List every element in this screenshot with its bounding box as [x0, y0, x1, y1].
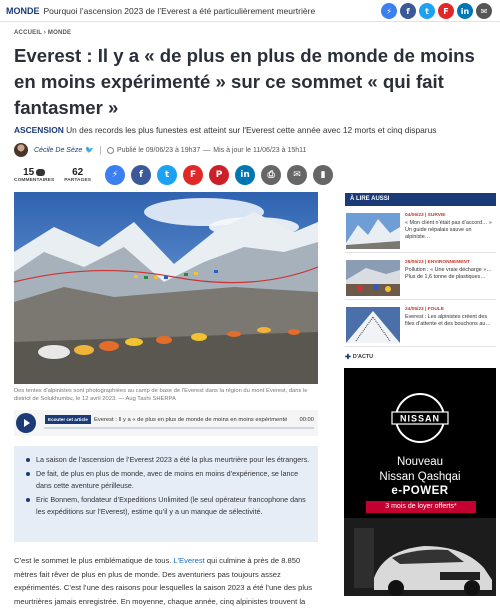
- page-title: Everest : Il y a « de plus en plus de monde de moins en moins expérimenté » sur ce sommet « qui fait fantasmer »: [14, 45, 475, 118]
- car-image: [344, 518, 496, 596]
- audio-time: 00:00: [299, 417, 314, 423]
- thumbnail[interactable]: [346, 213, 400, 249]
- shares-label: PARTAGES: [64, 178, 92, 183]
- more-news-link[interactable]: [345, 353, 496, 361]
- email-icon[interactable]: ✉: [476, 3, 492, 19]
- dash: —: [203, 146, 211, 154]
- lead-text: Un des records les plus funestes est atteint sur l'Everest cette année avec 12 morts et cinq disparus: [66, 125, 437, 135]
- messenger-icon[interactable]: ⚡: [105, 165, 125, 185]
- more-news-label: D'ACTU: [352, 354, 374, 360]
- author-name[interactable]: Cécile De Sèze: [34, 146, 83, 154]
- facebook-icon[interactable]: f: [131, 165, 151, 185]
- linkedin-icon[interactable]: in: [457, 3, 473, 19]
- divider: [100, 146, 101, 155]
- article-meta: 24/05/23 | FOULE: [405, 307, 444, 312]
- article-meta: 04/06/23 | SURVIE: [405, 213, 446, 218]
- updated-date: Mis à jour le 11/06/23 à 15h11: [213, 146, 307, 154]
- top-share-bar: [381, 3, 492, 19]
- comments-label: COMMENTAIRES: [14, 178, 55, 183]
- key-points: [14, 446, 318, 542]
- stats-share-row: [14, 163, 333, 187]
- ad-line-2: Nissan Qashqai: [379, 471, 461, 483]
- article-meta: 29/05/23 | ENVIRONNEMENT: [405, 260, 470, 265]
- section-label[interactable]: MONDE: [6, 5, 40, 16]
- pinterest-icon[interactable]: P: [209, 165, 229, 185]
- shares-stat: [64, 167, 91, 183]
- audio-title: Everest : Il y a « de plus en plus de monde de moins en moins expérimenté: [94, 417, 288, 423]
- everest-link[interactable]: L’Everest: [173, 556, 205, 565]
- shares-count: 62: [72, 167, 84, 178]
- audio-player: [14, 410, 318, 436]
- comments-stat[interactable]: [14, 167, 54, 183]
- author-avatar[interactable]: [14, 143, 28, 157]
- article-title[interactable]: Pollution : « Une vraie décharge »… Plus de 1,6 tonne de plastiques…: [405, 267, 492, 280]
- read-also-item[interactable]: [345, 253, 496, 300]
- play-icon: [24, 419, 30, 427]
- play-button[interactable]: [16, 413, 36, 433]
- read-also-item[interactable]: [345, 300, 496, 347]
- email-icon[interactable]: ✉: [287, 165, 307, 185]
- article-lead: [14, 125, 492, 136]
- byline: [14, 142, 306, 158]
- breadcrumb[interactable]: ACCUEIL › MONDE: [14, 30, 72, 36]
- body-text: qui culmine à près de 8.850 mètres fait rêver de plus en plus de monde. Des aventuriers pas toujours assez expérimentés. C’est l’une des raisons pour lesquelles la saison 2023 a été l’une des plus meurtrières jamais enregistrée. En moyenne, chaque année, cinq alpinistes trouvent la: [14, 556, 313, 606]
- print-icon[interactable]: ⎙: [261, 165, 281, 185]
- flipboard-icon[interactable]: F: [438, 3, 454, 19]
- comments-count: 15: [23, 167, 35, 178]
- key-point: La saison de l’ascension de l’Everest 2023 a été la plus meurtrière pour les étrangers.: [26, 454, 310, 466]
- read-also-item[interactable]: [345, 206, 496, 253]
- photo-caption: Des tentes d'alpinistes sont photographiées au camp de base de l'Everest dans la région du mont Everest, dans le district de Solukhumbu, le 12 avril 2023. — Aug Tashi SHERPA: [14, 388, 308, 402]
- ad-cta[interactable]: 3 mois de loyer offerts*: [366, 501, 476, 513]
- lead-tag: ASCENSION: [14, 125, 64, 135]
- key-point: Eric Bonnem, fondateur d’Expeditions Unlimited (le seul opérateur francophone dans les expéditions sur l’Everest), estime qu’il y a un manque de sélectivité.: [26, 494, 310, 518]
- everest-base-camp-image: [14, 192, 318, 384]
- ad-line-3: e-POWER: [391, 485, 449, 497]
- read-also-header: À LIRE AUSSI: [345, 193, 496, 206]
- listen-badge[interactable]: Ecouter cet article: [45, 415, 91, 424]
- clock-icon: [107, 147, 114, 154]
- linkedin-icon[interactable]: in: [235, 165, 255, 185]
- facebook-icon[interactable]: f: [400, 3, 416, 19]
- top-teaser[interactable]: Pourquoi l’ascension 2023 de l’Everest a été particulièrement meurtrière: [43, 5, 316, 16]
- share-bar: [105, 165, 333, 185]
- bookmark-icon[interactable]: ▮: [313, 165, 333, 185]
- twitter-icon[interactable]: 🐦: [85, 147, 94, 154]
- article-title[interactable]: « Mon client n’était pas d’accord… » Un guide népalais sauve un alpiniste…: [405, 220, 492, 240]
- nissan-advertisement[interactable]: [344, 368, 496, 596]
- top-bar: [0, 0, 500, 22]
- key-point: De fait, de plus en plus de monde, avec de moins en moins d’expérience, se lance dans cette aventure périlleuse.: [26, 468, 310, 492]
- nissan-logo-icon: [390, 388, 450, 448]
- published-date: Publié le 09/06/23 à 19h37: [116, 146, 201, 154]
- article-body: [14, 554, 318, 608]
- ad-line-1: Nouveau: [396, 456, 444, 468]
- nissan-brand: NISSAN: [399, 413, 441, 424]
- body-text: C’est le sommet le plus emblématique de tous.: [14, 556, 174, 565]
- audio-progress-bar[interactable]: [44, 427, 314, 429]
- messenger-icon[interactable]: ⚡: [381, 3, 397, 19]
- read-also-sidebar: [345, 193, 496, 361]
- flipboard-icon[interactable]: F: [183, 165, 203, 185]
- thumbnail[interactable]: [346, 307, 400, 343]
- main-photo[interactable]: [14, 192, 318, 384]
- plus-icon: ✚: [345, 354, 351, 361]
- twitter-icon[interactable]: t: [419, 3, 435, 19]
- article-title[interactable]: Everest : Les alpinistes créent des files d’attente et des bouchons au…: [405, 314, 491, 327]
- twitter-icon[interactable]: t: [157, 165, 177, 185]
- thumbnail[interactable]: [346, 260, 400, 296]
- comment-bubble-icon: [36, 169, 45, 176]
